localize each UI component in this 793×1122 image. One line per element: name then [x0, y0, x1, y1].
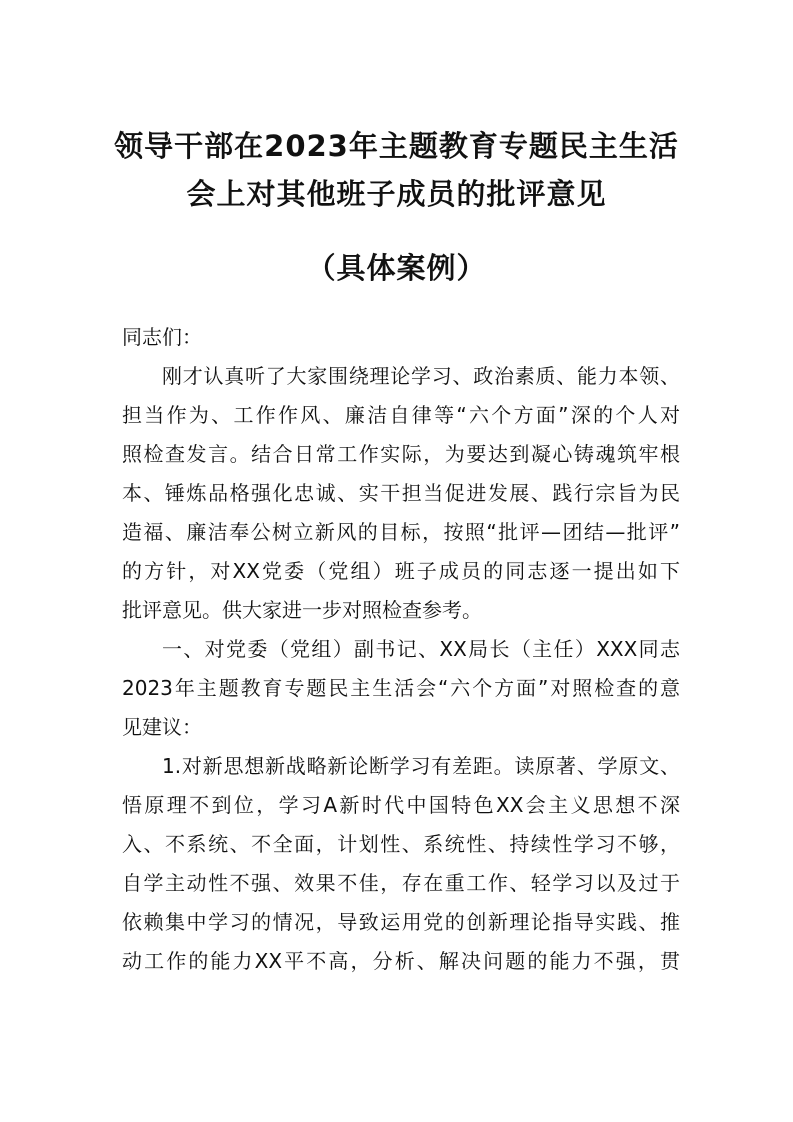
body-line: 的方针，对XX党委（党组）班子成员的同志逐一提出如下 — [122, 559, 680, 583]
body-line: 动工作的能力XX平不高，分析、解决问题的能力不强，贯 — [122, 949, 680, 973]
body-line: 依赖集中学习的情况，导致运用党的创新理论指导实践、推 — [122, 910, 680, 934]
body-line: 批评意见。供大家进一步对照检查参考。 — [122, 598, 482, 622]
body-line: 照检查发言。结合日常工作实际，为要达到凝心铸魂筑牢根 — [122, 442, 680, 466]
body-line: 本、锤炼品格强化忠诚、实干担当促进发展、践行宗旨为民 — [122, 481, 680, 505]
body-line: 自学主动性不强、效果不佳，存在重工作、轻学习以及过于 — [122, 871, 680, 895]
body-line: 1.对新思想新战略新论断学习有差距。读原著、学原文、 — [162, 754, 680, 778]
body-line: 担当作为、工作作风、廉洁自律等“六个方面”深的个人对 — [122, 403, 680, 427]
body-line: 刚才认真听了大家围绕理论学习、政治素质、能力本领、 — [162, 364, 680, 388]
document-subtitle: （具体案例） — [306, 251, 487, 285]
document-body — [122, 318, 680, 981]
document-title-line-2: 会上对其他班子成员的批评意见 — [186, 177, 607, 211]
salutation: 同志们： — [122, 325, 202, 349]
section-heading-line: 见建议： — [122, 715, 202, 739]
document-title-line-1: 领导干部在2023年主题教育专题民主生活 — [114, 129, 679, 163]
body-line: 造福、廉洁奉公树立新风的目标，按照“批评—团结—批评” — [122, 520, 680, 544]
section-heading-line: 2023年主题教育专题民主生活会“六个方面”对照检查的意 — [122, 676, 680, 700]
section-heading-line: 一、对党委（党组）副书记、XX局长（主任）XXX同志 — [162, 637, 680, 661]
body-line: 入、不系统、不全面，计划性、系统性、持续性学习不够， — [122, 832, 680, 856]
body-line: 悟原理不到位，学习A新时代中国特色XX会主义思想不深 — [122, 793, 680, 817]
